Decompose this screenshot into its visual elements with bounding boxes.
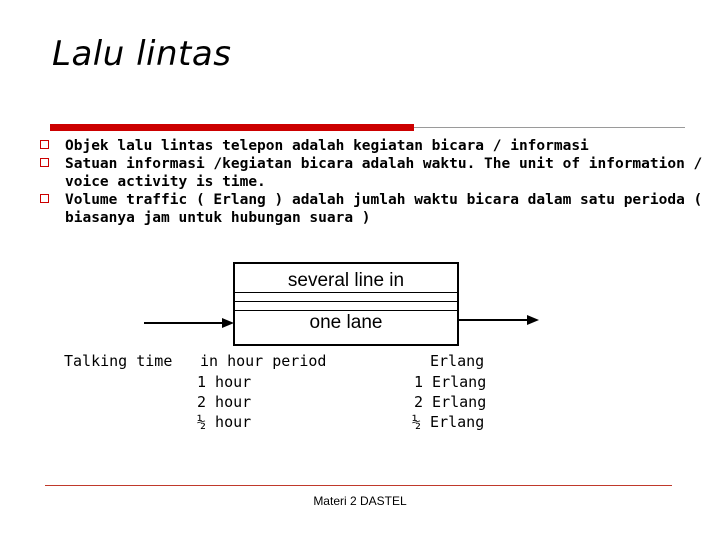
bullet-text: Objek lalu lintas telepon adalah kegiatan bicara / informasi bbox=[65, 138, 589, 154]
table-header-erlang: Erlang bbox=[430, 352, 485, 370]
bullet-item bbox=[40, 191, 710, 227]
bullet-text: Volume traffic ( Erlang ) adalah jumlah waktu bicara dalam satu perioda ( biasanya jam untuk hubungan suara ) bbox=[65, 192, 703, 226]
lane-label-top: several line in bbox=[287, 270, 405, 291]
lane-line bbox=[235, 301, 457, 302]
bullet-item bbox=[40, 137, 710, 155]
table-cell-hours: 2 hour bbox=[197, 393, 252, 411]
table-cell-erlang: 1 Erlang bbox=[414, 373, 487, 391]
outgoing-arrow-icon bbox=[457, 313, 541, 327]
footer-divider bbox=[45, 485, 672, 486]
slide-title: Lalu lintas bbox=[52, 34, 232, 74]
lane-line bbox=[235, 310, 457, 311]
table-header-talking-time: Talking time bbox=[64, 352, 173, 370]
bullet-list bbox=[40, 137, 710, 227]
table-header-period: in hour period bbox=[200, 352, 327, 370]
table-cell-erlang: 2 Erlang bbox=[414, 393, 487, 411]
table-cell-erlang: ½ Erlang bbox=[412, 413, 485, 431]
bullet-item bbox=[40, 155, 710, 191]
footer-text: Materi 2 DASTEL bbox=[313, 494, 407, 508]
incoming-arrow-icon bbox=[144, 316, 236, 330]
square-bullet-icon bbox=[40, 140, 49, 149]
lane-label-bottom: one lane bbox=[309, 312, 383, 333]
square-bullet-icon bbox=[40, 158, 49, 167]
title-accent-bar bbox=[50, 124, 414, 131]
table-cell-hours: 1 hour bbox=[197, 373, 252, 391]
table-cell-hours: ½ hour bbox=[197, 413, 252, 431]
lane-diagram-box bbox=[233, 262, 459, 346]
bullet-text: Satuan informasi /kegiatan bicara adalah waktu. The unit of information / voice activity is time. bbox=[65, 156, 703, 190]
square-bullet-icon bbox=[40, 194, 49, 203]
lane-line bbox=[235, 292, 457, 293]
